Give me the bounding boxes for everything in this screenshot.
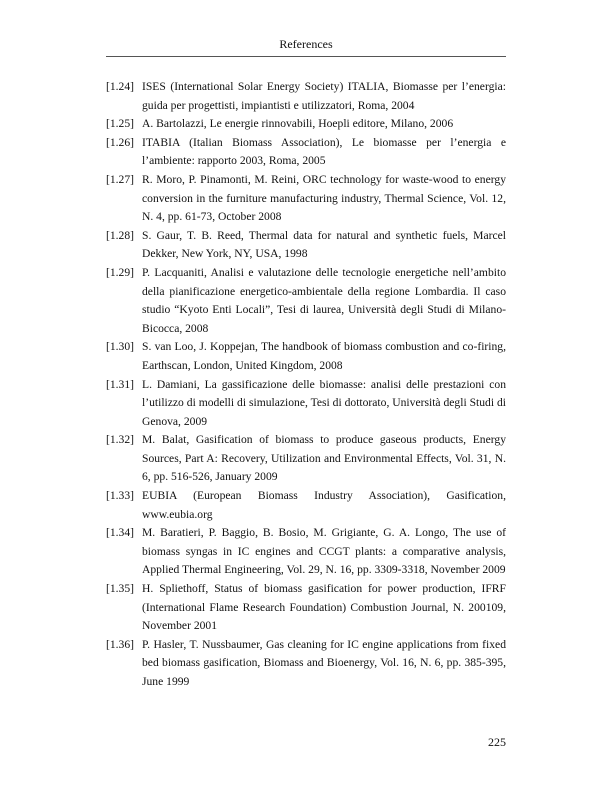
reference-item xyxy=(106,171,506,227)
reference-number: [1.34] xyxy=(106,526,135,540)
reference-item xyxy=(106,636,506,692)
reference-number: [1.32] xyxy=(106,433,135,447)
reference-item xyxy=(106,264,506,338)
reference-item xyxy=(106,338,506,375)
reference-item xyxy=(106,227,506,264)
reference-number: [1.33] xyxy=(106,489,135,503)
running-header: References xyxy=(279,37,333,51)
reference-text: H. Spliethoff, Status of biomass gasification for power production, IFRF (International Flame Research Foundation) Combustion Journal, N. 200109, November 2001 xyxy=(142,582,506,633)
reference-text: P. Hasler, T. Nussbaumer, Gas cleaning for IC engine applications from fixed bed biomass gasification, Biomass and Bioenergy, Vol. 16, N. 6, pp. 385-395, June 1999 xyxy=(142,637,506,688)
reference-text: L. Damiani, La gassificazione delle biomasse: analisi delle prestazioni con l’utilizzo di modelli di simulazione, Tesi di dottorato, Università degli Studi di Genova, 2009 xyxy=(142,377,506,428)
reference-list xyxy=(106,78,506,692)
reference-number: [1.29] xyxy=(106,265,135,279)
reference-text: S. Gaur, T. B. Reed, Thermal data for natural and synthetic fuels, Marcel Dekker, New York, NY, USA, 1998 xyxy=(142,228,506,261)
reference-number: [1.30] xyxy=(106,340,135,354)
reference-number: [1.24] xyxy=(106,80,135,93)
reference-text: ISES (International Solar Energy Society) ITALIA, Biomasse per l’energia: guida per progettisti, impiantisti e utilizzatori, Roma, 2004 xyxy=(142,80,506,112)
reference-item xyxy=(106,115,506,134)
reference-item xyxy=(106,134,506,171)
reference-number: [1.31] xyxy=(106,377,135,391)
reference-text: EUBIA (European Biomass Industry Association), Gasification, www.eubia.org xyxy=(142,489,506,521)
reference-number: [1.27] xyxy=(106,172,135,186)
reference-number: [1.26] xyxy=(106,135,135,149)
page-number: 225 xyxy=(488,735,506,749)
header-rule xyxy=(106,56,506,57)
reference-number: [1.28] xyxy=(106,228,135,242)
reference-number: [1.36] xyxy=(106,637,135,651)
reference-text: R. Moro, P. Pinamonti, M. Reini, ORC technology for waste-wood to energy conversion in the furniture manufacturing industry, Thermal Science, Vol. 12, N. 4, pp. 61-73, October 2008 xyxy=(142,172,506,224)
reference-item xyxy=(106,524,506,580)
reference-item xyxy=(106,78,506,115)
reference-number: [1.25] xyxy=(106,117,135,131)
reference-item xyxy=(106,431,506,487)
reference-text: M. Baratieri, P. Baggio, B. Bosio, M. Grigiante, G. A. Longo, The use of biomass syngas in IC engines and CCGT plants: a comparative analysis, Applied Thermal Engineering, Vol. 29, N. 16, pp. 3309-3318, November 2009 xyxy=(142,526,506,577)
reference-item xyxy=(106,487,506,524)
reference-item xyxy=(106,376,506,432)
reference-text: M. Balat, Gasification of biomass to produce gaseous products, Energy Sources, Part A: Recovery, Utilization and Environmental Effects, Vol. 31, N. 6, pp. 516-526, January 2009 xyxy=(142,433,506,484)
reference-text: S. van Loo, J. Koppejan, The handbook of biomass combustion and co-firing, Earthscan, London, United Kingdom, 2008 xyxy=(142,340,506,372)
reference-text: ITABIA (Italian Biomass Association), Le biomasse per l’energia e l’ambiente: rapporto 2003, Roma, 2005 xyxy=(142,135,506,168)
reference-text: A. Bartolazzi, Le energie rinnovabili, Hoepli editore, Milano, 2006 xyxy=(142,117,454,131)
reference-item xyxy=(106,580,506,636)
reference-text: P. Lacquaniti, Analisi e valutazione delle tecnologie energetiche nell’ambito della pianificazione energetico-ambientale della regione Lombardia. Il caso studio “Kyoto Enti Locali”, Tesi di laurea, Università degli Studi di Milano-Bicocca, 2008 xyxy=(142,265,506,335)
reference-number: [1.35] xyxy=(106,582,135,596)
